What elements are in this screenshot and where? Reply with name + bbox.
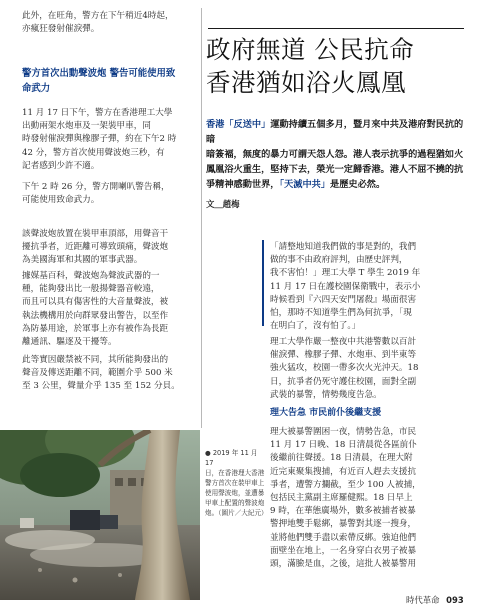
magazine-name: 時代革命 (406, 595, 440, 605)
pull-quote: 「請整地知道我們做的事是對的，我們 做的事不由政府評判，由歷史評判， 我不害怕！」理工大學 T 學生 2019 年 11 月 17 日在護校園保衛戰中，表示小 時候看到『六四天安門屠殺』場面很害 怕，那時不知道學生們為何抗爭，「現 在明白了，沒有怕了。」 (270, 242, 421, 332)
headline-top-rule (208, 28, 464, 29)
headline-line-2: 香港猶如浴火鳳凰 (206, 68, 406, 97)
photo-illustration (0, 430, 200, 600)
left-paragraph-4: 該聲波炮放置在裝甲車頂部，用聲音干 擾抗爭者，近距離可導致頭痛，聲波炮 為美國海軍和其國的軍事武器。 (22, 229, 169, 266)
photo-caption: ● 2019 年 11 月 17 日，在香港理大香港 警方首次在裝甲車上 使用聲波炮，並遭暴 甲車上配置的聲波炮 炮。（圖片／大紀元） (205, 449, 268, 517)
lede-highlight-2: 「天滅中共」 (279, 179, 331, 190)
lede-line-4-b: 是歷史必然。 (330, 179, 386, 190)
lede (206, 117, 466, 192)
byline: 文＿趙梅 (206, 199, 240, 209)
lede-highlight-1: 香港「反送中」 (206, 119, 271, 130)
lede-line-1 (206, 117, 466, 147)
left-paragraph-6: 此等實因嚴禁被不同，其所能夠發出的 聲音及傳送距離不同，範圍介乎 500 米 至 3 公里，聲量介乎 135 至 152 分貝。 (22, 355, 180, 392)
left-subheading: 警方首次出動聲波炮 警告可能使用致 命武力 (22, 68, 176, 94)
page-number: 093 (446, 595, 464, 605)
lede-line-4 (206, 177, 466, 192)
lede-line-3: 鳳凰浴火重生，堅持下去，榮光一定歸香港。港人不屈不撓的抗 (206, 164, 464, 175)
page-footer (406, 594, 464, 606)
left-paragraph-3: 下午 2 時 26 分，警方開喇叭警告稱， 可能使用致命武力。 (22, 182, 170, 206)
column-divider (201, 8, 202, 428)
right-paragraph-1: 理工大學作嚴一整夜中共港警數以百計 催淚彈、橡膠子彈、水炮車、到半東等 強火猛攻，校園一帶多次火光沖天。18 日，抗爭者仍死守護住校園，面對全副 武裝的暴警，情勢幾度告急。 (270, 337, 419, 400)
left-paragraph-1: 此外，在旺角，警方在下午稍近4時起， 亦瘋狂發射催淚彈。 (22, 11, 174, 35)
right-paragraph-2: 理大被暴警圍困一夜，情勢告急，市民 11 月 17 日晚、18 日清晨從各區前仆 後繼前往聲援。18 日清晨，在理大附 近完東聚集搜捕，有近百人趕去支援抗 爭者，遭警方攔截，至少 100 人被捕， 包括民主黨副主席羅健熙。18 日早上 9 時，在華態廣場外，數多被捕者被暴 警押地雙手鬆綁，暴警對其逐一搜身， 並將他們雙手盡以索帶反綁。強迫他們 面壁坐在地上，一名身穿白衣男子被暴 頭，滿臉是血，之後，這批人被暴警用 (270, 427, 421, 570)
lede-line-1-rest: 運動持續五個多月，暨月來中共及港府對民抗的暗 (206, 119, 464, 145)
headline-line-1: 政府無道 公民抗命 (206, 35, 415, 64)
news-photo (0, 430, 200, 600)
lede-line-2: 暗簽褔，無度的暴力可謂天怨人怨。港人表示抗爭的過程猶如火 (206, 149, 464, 160)
quote-bar (262, 240, 264, 326)
left-paragraph-5: 據媒基百科，聲波炮為聲波武器的一 種，能夠發出比一般揚聲器音較遠， 而且可以具有傷害性的大音量聲波，被 執法機構用於向群眾發出警告，以至作 為防暴用途，於軍事上亦有被作為長距 離通訊、驅逐及干擾等。 (22, 271, 169, 348)
right-subheading: 理大告急 市民前仆後繼支援 (270, 408, 382, 418)
left-paragraph-2: 11 月 17 日下午，警方在香港理工大學 出動兩架水炮車及一架裝甲車，同 時發射催淚彈與橡膠子彈，約在下午2 時 42 分，警方首次使用聲波炮三秒，有 記者感到少許不適。 (22, 108, 177, 171)
lede-line-4-a: 爭精神感動世界， (206, 179, 280, 190)
